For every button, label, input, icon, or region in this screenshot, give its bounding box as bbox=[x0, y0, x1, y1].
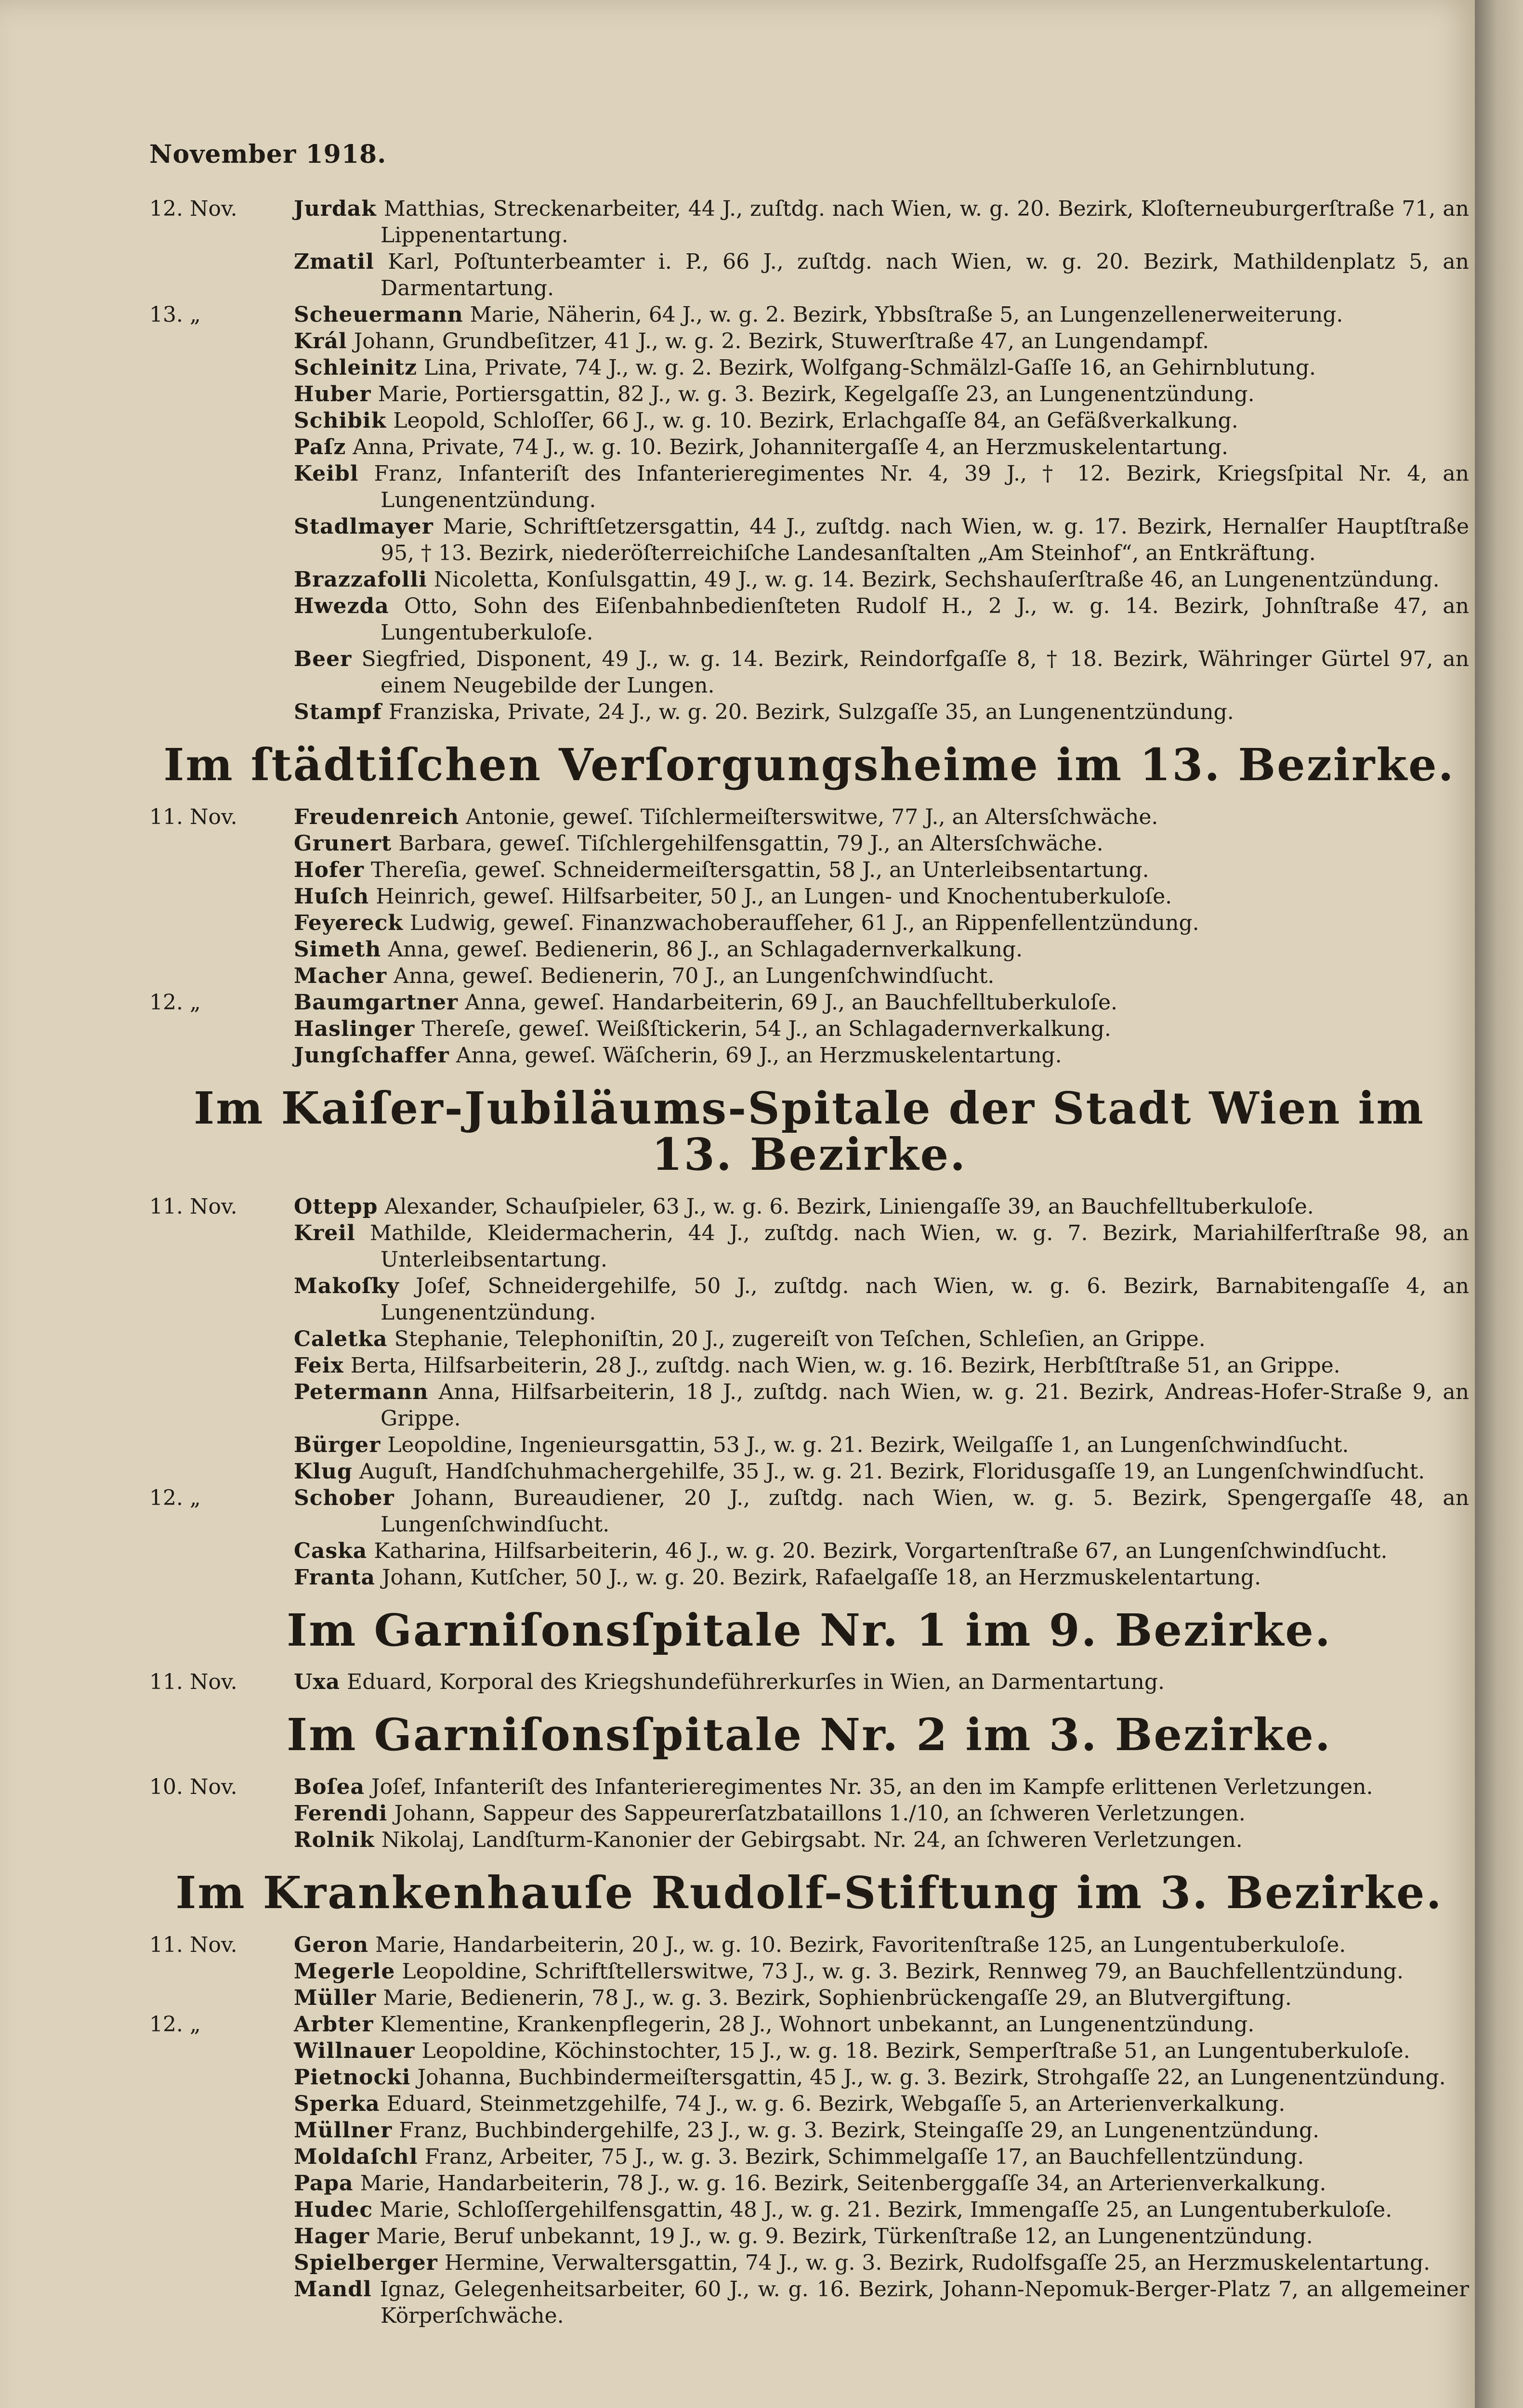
entry-text: Anna, geweſ. Handarbeiterin, 69 J., an Bauchfelltuberkuloſe. bbox=[465, 990, 1118, 1015]
register-entry bbox=[149, 2117, 1469, 2144]
entry-date: 12. „ bbox=[149, 990, 201, 1015]
entry-surname: Haslinger bbox=[294, 1016, 415, 1041]
entry-body bbox=[294, 2223, 1469, 2250]
entry-text: Lina, Private, 74 J., w. g. 2. Bezirk, Wolfgang-Schmälzl-Gaſſe 16, an Gehirnblutung. bbox=[424, 355, 1316, 380]
entry-text: Mathilde, Kleidermacherin, 44 J., zuſtdg. nach Wien, w. g. 7. Bezirk, Mariahilferſtraße 98, an Unterleibsentartung. bbox=[370, 1220, 1469, 1272]
register-entry bbox=[149, 883, 1469, 910]
entry-body bbox=[294, 2250, 1469, 2276]
entry-body bbox=[294, 1379, 1469, 1432]
entry-surname: Makoſky bbox=[294, 1273, 400, 1298]
entry-text: Marie, Näherin, 64 J., w. g. 2. Bezirk, Ybbsſtraße 5, an Lungenzellenerweiterung. bbox=[470, 302, 1343, 327]
entry-text: Barbara, geweſ. Tiſchlergehilfensgattin, 79 J., an Altersſchwäche. bbox=[398, 831, 1103, 856]
entry-surname: Moldaſchl bbox=[294, 2144, 418, 2169]
entry-body bbox=[294, 1958, 1469, 1985]
page-header: November 1918. bbox=[149, 140, 387, 169]
entry-text: Marie, Handarbeiterin, 20 J., w. g. 10. Bezirk, Favoritenſtraße 125, an Lungentuberkuloſe. bbox=[375, 1932, 1346, 1957]
entry-body bbox=[294, 963, 1469, 989]
entry-surname: Megerle bbox=[294, 1959, 395, 1984]
entry-text: Eduard, Korporal des Kriegshundeführerkurſes in Wien, an Darmentartung. bbox=[347, 1670, 1165, 1695]
section-title: Im Garniſonsſpitale Nr. 1 im 9. Bezirke. bbox=[287, 1604, 1332, 1656]
register-entry bbox=[149, 1016, 1469, 1042]
entry-surname: Scheuermann bbox=[294, 302, 463, 327]
register-entry bbox=[149, 1827, 1469, 1853]
entry-body bbox=[294, 513, 1469, 566]
entry-text: Franz, Buchbindergehilfe, 23 J., w. g. 3. Bezirk, Steingaſſe 29, an Lungenentzündung. bbox=[399, 2118, 1320, 2143]
entry-body bbox=[294, 989, 1469, 1016]
entry-text: Klementine, Krankenpflegerin, 28 J., Wohnort unbekannt, an Lungenentzündung. bbox=[380, 2012, 1255, 2037]
entry-surname: Feix bbox=[294, 1353, 344, 1378]
entry-body bbox=[294, 1669, 1469, 1695]
entry-body bbox=[294, 1538, 1469, 1564]
entry-surname: Caska bbox=[294, 1538, 368, 1563]
register-entry bbox=[149, 2011, 1469, 2038]
entry-body bbox=[294, 196, 1469, 249]
entry-text: Marie, Portiersgattin, 82 J., w. g. 3. Bezirk, Kegelgaſſe 23, an Lungenentzündung. bbox=[378, 382, 1255, 406]
register-entry bbox=[149, 1932, 1469, 1958]
entry-surname: Keibl bbox=[294, 461, 359, 486]
register-section bbox=[149, 739, 1469, 1069]
entry-body bbox=[294, 566, 1469, 593]
entry-body bbox=[294, 1774, 1469, 1800]
entry-surname: Hager bbox=[294, 2224, 370, 2249]
entry-body bbox=[294, 646, 1469, 699]
register-entry bbox=[149, 566, 1469, 593]
entry-text: Antonie, geweſ. Tiſchlermeiſterswitwe, 77 J., an Altersſchwäche. bbox=[466, 804, 1158, 829]
register-entry bbox=[149, 2091, 1469, 2117]
entry-surname: Klug bbox=[294, 1459, 353, 1484]
entry-text: Johann, Grundbeſitzer, 41 J., w. g. 2. Bezirk, Stuwerſtraße 47, an Lungendampf. bbox=[354, 329, 1209, 353]
entry-text: Johanna, Buchbindermeiſtersgattin, 45 J., w. g. 3. Bezirk, Strohgaſſe 22, an Lungenentzündung. bbox=[417, 2065, 1446, 2090]
entry-text: Marie, Schriftſetzersgattin, 44 J., zuſtdg. nach Wien, w. g. 17. Bezirk, Hernalſer Hauptſtraße 95, † 13. Bezirk, niederöſterreichiſche Landesanſtalten „Am Steinhof“, an Entkräftung. bbox=[381, 514, 1469, 565]
entry-text: Ludwig, geweſ. Finanzwachoberaufſeher, 61 J., an Rippenfellentzündung. bbox=[409, 910, 1199, 935]
entry-date: 12. „ bbox=[149, 1485, 201, 1510]
register-entry bbox=[149, 2197, 1469, 2223]
entry-date: 10. Nov. bbox=[149, 1774, 237, 1799]
section-title: Im Kaiſer-Jubiläums-Spitale der Stadt Wien im 13. Bezirke. bbox=[194, 1082, 1425, 1181]
entry-body bbox=[294, 381, 1469, 407]
entry-date: 11. Nov. bbox=[149, 804, 237, 829]
entry-body bbox=[294, 434, 1469, 460]
entry-surname: Brazzafolli bbox=[294, 567, 427, 592]
register-entry bbox=[149, 196, 1469, 249]
entry-text: Karl, Poſtunterbeamter i. P., 66 J., zuſtdg. nach Wien, w. g. 20. Bezirk, Mathildenplatz 5, an Darmentartung. bbox=[381, 249, 1469, 301]
entry-text: Berta, Hilfsarbeiterin, 28 J., zuſtdg. nach Wien, w. g. 16. Bezirk, Herbſtſtraße 51, an Grippe. bbox=[350, 1353, 1340, 1378]
entry-body bbox=[294, 699, 1469, 725]
register-entry bbox=[149, 1220, 1469, 1273]
entry-surname: Papa bbox=[294, 2171, 354, 2196]
register-section bbox=[149, 1866, 1469, 2329]
register-entry bbox=[149, 1042, 1469, 1069]
register-entry bbox=[149, 1458, 1469, 1485]
register-entry bbox=[149, 2064, 1469, 2091]
register-entry bbox=[149, 2144, 1469, 2170]
entry-surname: Geron bbox=[294, 1932, 369, 1957]
page-content bbox=[149, 140, 1469, 2329]
entry-body bbox=[294, 804, 1469, 830]
entry-surname: Schleinitz bbox=[294, 355, 417, 380]
entry-surname: Boſea bbox=[294, 1774, 365, 1799]
entry-text: Marie, Beruf unbekannt, 19 J., w. g. 9. Bezirk, Türkenſtraße 12, an Lungenentzündung. bbox=[376, 2224, 1313, 2249]
register-entry bbox=[149, 857, 1469, 883]
entry-surname: Mandl bbox=[294, 2277, 372, 2302]
entry-date: 11. Nov. bbox=[149, 1670, 237, 1695]
entry-surname: Müller bbox=[294, 1985, 377, 2010]
entry-text: Thereſia, geweſ. Schneidermeiſtersgattin, 58 J., an Unterleibsentartung. bbox=[371, 857, 1149, 882]
entry-surname: Franta bbox=[294, 1565, 375, 1590]
register-entry bbox=[149, 407, 1469, 434]
entry-text: Ignaz, Gelegenheitsarbeiter, 60 J., w. g. 16. Bezirk, Johann-Nepomuk-Berger-Platz 7, an allgemeiner Körperſchwäche. bbox=[380, 2277, 1469, 2328]
register-entry bbox=[149, 2170, 1469, 2197]
register-section bbox=[149, 1082, 1469, 1591]
register-entry bbox=[149, 2223, 1469, 2250]
entry-text: Anna, Hilfsarbeiterin, 18 J., zuſtdg. nach Wien, w. g. 21. Bezirk, Andreas-Hofer-Straße 9, an Grippe. bbox=[381, 1379, 1469, 1431]
entry-text: Matthias, Streckenarbeiter, 44 J., zuſtdg. nach Wien, w. g. 20. Bezirk, Kloſterneuburgerſtraße 71, an Lippenentartung. bbox=[381, 196, 1469, 248]
entry-text: Stephanie, Telephoniſtin, 20 J., zugereiſt von Teſchen, Schleſien, an Grippe. bbox=[394, 1326, 1206, 1351]
entry-surname: Ferendi bbox=[294, 1801, 388, 1826]
register-entry bbox=[149, 460, 1469, 513]
entry-body bbox=[294, 1193, 1469, 1220]
register-entry bbox=[149, 513, 1469, 566]
entry-surname: Arbter bbox=[294, 2012, 374, 2037]
register-entry bbox=[149, 910, 1469, 936]
entry-body bbox=[294, 354, 1469, 381]
register-entry bbox=[149, 1379, 1469, 1432]
entry-surname: Huſch bbox=[294, 884, 369, 909]
register-section bbox=[149, 1604, 1469, 1696]
entry-text: Franziska, Private, 24 J., w. g. 20. Bezirk, Sulzgaſſe 35, an Lungenentzündung. bbox=[388, 700, 1234, 724]
register-entry bbox=[149, 1352, 1469, 1379]
register-entry bbox=[149, 1800, 1469, 1827]
entry-text: Marie, Bedienerin, 78 J., w. g. 3. Bezirk, Sophienbrückengaſſe 29, an Blutvergiftung. bbox=[383, 1985, 1292, 2010]
entry-text: Johann, Bureaudiener, 20 J., zuſtdg. nach Wien, w. g. 5. Bezirk, Spengergaſſe 48, an Lungenſchwindſucht. bbox=[381, 1485, 1469, 1537]
entry-body bbox=[294, 2038, 1469, 2064]
entry-body bbox=[294, 1800, 1469, 1827]
entry-body bbox=[294, 1326, 1469, 1352]
section-title: Im ſtädtiſchen Verſorgungsheime im 13. Bezirke. bbox=[163, 739, 1455, 791]
entry-surname: Schober bbox=[294, 1485, 394, 1510]
register-entry bbox=[149, 2038, 1469, 2064]
entry-surname: Grunert bbox=[294, 831, 392, 856]
entry-body bbox=[294, 857, 1469, 883]
entry-surname: Hofer bbox=[294, 857, 365, 882]
register-entry bbox=[149, 804, 1469, 830]
entry-body bbox=[294, 1432, 1469, 1458]
register-entry bbox=[149, 1564, 1469, 1591]
entry-body bbox=[294, 407, 1469, 434]
entry-body bbox=[294, 1273, 1469, 1326]
entry-text: Katharina, Hilfsarbeiterin, 46 J., w. g. 20. Bezirk, Vorgartenſtraße 67, an Lungenſchwindſucht. bbox=[374, 1538, 1388, 1563]
entry-body bbox=[294, 2064, 1469, 2091]
entry-text: Anna, geweſ. Wäſcherin, 69 J., an Herzmuskelentartung. bbox=[456, 1043, 1062, 1068]
entry-surname: Macher bbox=[294, 963, 387, 988]
entry-surname: Král bbox=[294, 329, 347, 353]
entry-surname: Sperka bbox=[294, 2091, 380, 2116]
entry-body bbox=[294, 2117, 1469, 2144]
register-entry bbox=[149, 1958, 1469, 1985]
register-entry bbox=[149, 830, 1469, 857]
entry-surname: Schibik bbox=[294, 408, 387, 433]
entry-text: Marie, Schloſſergehilfensgattin, 48 J., w. g. 21. Bezirk, Immengaſſe 25, an Lungentuberkuloſe. bbox=[380, 2197, 1392, 2222]
entry-text: Anna, Private, 74 J., w. g. 10. Bezirk, Johannitergaſſe 4, an Herzmuskelentartung. bbox=[353, 435, 1229, 459]
register-section bbox=[149, 196, 1469, 725]
entry-body bbox=[294, 1564, 1469, 1591]
register-entry bbox=[149, 989, 1469, 1016]
entry-surname: Spielberger bbox=[294, 2250, 438, 2275]
register-entry bbox=[149, 328, 1469, 354]
entry-body bbox=[294, 2091, 1469, 2117]
entry-date: 12. Nov. bbox=[149, 196, 237, 221]
register-entry bbox=[149, 699, 1469, 725]
entry-surname: Petermann bbox=[294, 1379, 429, 1404]
entry-body bbox=[294, 1458, 1469, 1485]
entry-surname: Stampf bbox=[294, 700, 382, 724]
register-entry bbox=[149, 593, 1469, 646]
entry-text: Nicoletta, Konſulsgattin, 49 J., w. g. 14. Bezirk, Sechshauſerſtraße 46, an Lungenentzündung. bbox=[433, 567, 1440, 592]
entry-text: Johann, Kutſcher, 50 J., w. g. 20. Bezirk, Rafaelgaſſe 18, an Herzmuskelentartung. bbox=[381, 1565, 1261, 1590]
entry-text: Leopold, Schloſſer, 66 J., w. g. 10. Bezirk, Erlachgaſſe 84, an Gefäßverkalkung. bbox=[393, 408, 1238, 433]
entry-body bbox=[294, 830, 1469, 857]
entry-surname: Feyereck bbox=[294, 910, 403, 935]
entry-date: 13. „ bbox=[149, 302, 201, 327]
register-entry bbox=[149, 2276, 1469, 2329]
entry-text: Thereſe, geweſ. Weißſtickerin, 54 J., an Schlagadernverkalkung. bbox=[421, 1016, 1111, 1041]
entry-text: Joſef, Infanteriſt des Infanterieregimentes Nr. 35, an den im Kampfe erlittenen Verletzungen. bbox=[371, 1774, 1373, 1799]
entry-text: Eduard, Steinmetzgehilfe, 74 J., w. g. 6. Bezirk, Webgaſſe 5, an Arterienverkalkung. bbox=[386, 2091, 1286, 2116]
entry-surname: Pietnocki bbox=[294, 2065, 411, 2090]
entry-surname: Baumgartner bbox=[294, 990, 459, 1015]
entry-body bbox=[294, 2197, 1469, 2223]
register-entry bbox=[149, 646, 1469, 699]
register-entry bbox=[149, 1774, 1469, 1800]
entry-surname: Rolnik bbox=[294, 1827, 375, 1852]
register-entry bbox=[149, 963, 1469, 989]
entry-body bbox=[294, 883, 1469, 910]
entry-text: Franz, Arbeiter, 75 J., w. g. 3. Bezirk, Schimmelgaſſe 17, an Bauchfellentzündung. bbox=[424, 2144, 1304, 2169]
entry-text: Leopoldine, Ingenieursgattin, 53 J., w. g. 21. Bezirk, Weilgaſſe 1, an Lungenſchwindſucht. bbox=[387, 1432, 1349, 1457]
register-entry bbox=[149, 1193, 1469, 1220]
register-entry bbox=[149, 1669, 1469, 1695]
entry-date: 12. „ bbox=[149, 2012, 201, 2037]
entry-surname: Simeth bbox=[294, 937, 381, 962]
register-entry bbox=[149, 2250, 1469, 2276]
entry-text: Franz, Infanteriſt des Infanterieregimentes Nr. 4, 39 J., † 12. Bezirk, Kriegsſpital Nr. 4, an Lungenentzündung. bbox=[374, 461, 1469, 512]
entry-body bbox=[294, 2170, 1469, 2197]
entry-text: Johann, Sappeur des Sappeurerſatzbataillons 1./10, an ſchweren Verletzungen. bbox=[394, 1801, 1246, 1826]
entry-body bbox=[294, 301, 1469, 328]
death-register bbox=[149, 196, 1469, 2329]
entry-body bbox=[294, 910, 1469, 936]
entry-body bbox=[294, 2011, 1469, 2038]
entry-body bbox=[294, 1016, 1469, 1042]
entry-body bbox=[294, 2144, 1469, 2170]
entry-body bbox=[294, 1485, 1469, 1538]
register-entry bbox=[149, 249, 1469, 301]
entry-text: Leopoldine, Köchinstochter, 15 J., w. g. 18. Bezirk, Semperſtraße 51, an Lungentuberkuloſe. bbox=[421, 2038, 1410, 2063]
entry-surname: Huber bbox=[294, 382, 371, 406]
entry-text: Anna, geweſ. Bedienerin, 86 J., an Schlagadernverkalkung. bbox=[388, 937, 1023, 962]
entry-surname: Freudenreich bbox=[294, 804, 460, 829]
entry-body bbox=[294, 1932, 1469, 1958]
section-title: Im Krankenhauſe Rudolf-Stiftung im 3. Bezirke. bbox=[175, 1866, 1443, 1919]
entry-body bbox=[294, 1220, 1469, 1273]
entry-text: Anna, geweſ. Bedienerin, 70 J., an Lungenſchwindſucht. bbox=[394, 963, 995, 988]
entry-body bbox=[294, 1042, 1469, 1069]
entry-surname: Ottepp bbox=[294, 1194, 378, 1219]
entry-body bbox=[294, 460, 1469, 513]
entry-surname: Caletka bbox=[294, 1326, 388, 1351]
entry-surname: Zmatil bbox=[294, 249, 374, 274]
register-entry bbox=[149, 434, 1469, 460]
entry-body bbox=[294, 593, 1469, 646]
entry-text: Heinrich, geweſ. Hilfsarbeiter, 50 J., an Lungen- und Knochentuberkuloſe. bbox=[376, 884, 1172, 909]
entry-date: 11. Nov. bbox=[149, 1932, 237, 1957]
entry-surname: Beer bbox=[294, 647, 352, 671]
entry-surname: Willnauer bbox=[294, 2038, 415, 2063]
entry-text: Nikolaj, Landſturm-Kanonier der Gebirgsabt. Nr. 24, an ſchweren Verletzungen. bbox=[381, 1827, 1243, 1852]
register-section bbox=[149, 1709, 1469, 1853]
entry-text: Marie, Handarbeiterin, 78 J., w. g. 16. Bezirk, Seitenberggaſſe 34, an Arterienverkalkung. bbox=[360, 2171, 1326, 2196]
entry-body bbox=[294, 328, 1469, 354]
entry-text: Siegfried, Disponent, 49 J., w. g. 14. Bezirk, Reindorfgaſſe 8, † 18. Bezirk, Währinger Gürtel 97, an einem Neugebilde der Lungen. bbox=[361, 647, 1469, 698]
entry-surname: Bürger bbox=[294, 1432, 381, 1457]
entry-surname: Kreil bbox=[294, 1220, 355, 1245]
register-entry bbox=[149, 381, 1469, 407]
entry-text: Auguſt, Handſchuhmachergehilfe, 35 J., w. g. 21. Bezirk, Floridusgaſſe 19, an Lungenſchwindſucht. bbox=[359, 1459, 1425, 1484]
entry-date: 11. Nov. bbox=[149, 1194, 237, 1219]
register-entry bbox=[149, 301, 1469, 328]
entry-body bbox=[294, 1827, 1469, 1853]
entry-text: Otto, Sohn des Eiſenbahnbedienſteten Rudolf H., 2 J., w. g. 14. Bezirk, Johnſtraße 47, an Lungentuberkuloſe. bbox=[381, 594, 1469, 645]
entry-body bbox=[294, 2276, 1469, 2329]
entry-body bbox=[294, 1985, 1469, 2011]
entry-body bbox=[294, 1352, 1469, 1379]
register-entry bbox=[149, 1985, 1469, 2011]
entry-text: Alexander, Schauſpieler, 63 J., w. g. 6. Bezirk, Liniengaſſe 39, an Bauchfelltuberkuloſe. bbox=[384, 1194, 1314, 1219]
entry-text: Leopoldine, Schriftſtellerswitwe, 73 J., w. g. 3. Bezirk, Rennweg 79, an Bauchfellentzündung. bbox=[402, 1959, 1404, 1984]
entry-text: Hermine, Verwaltersgattin, 74 J., w. g. 3. Bezirk, Rudolfsgaſſe 25, an Herzmuskelentartung. bbox=[444, 2250, 1431, 2275]
register-entry bbox=[149, 1485, 1469, 1538]
register-entry bbox=[149, 1273, 1469, 1326]
entry-surname: Stadlmayer bbox=[294, 514, 433, 539]
entry-surname: Müllner bbox=[294, 2118, 393, 2143]
entry-surname: Jurdak bbox=[294, 196, 377, 221]
entry-surname: Hudec bbox=[294, 2197, 373, 2222]
entry-body bbox=[294, 249, 1469, 301]
entry-surname: Paſz bbox=[294, 435, 346, 459]
entry-text: Joſef, Schneidergehilfe, 50 J., zuſtdg. nach Wien, w. g. 6. Bezirk, Barnabitengaſſe 4, an Lungenentzündung. bbox=[381, 1273, 1469, 1325]
register-entry bbox=[149, 936, 1469, 963]
register-entry bbox=[149, 354, 1469, 381]
register-entry bbox=[149, 1538, 1469, 1564]
entry-surname: Jungſchaffer bbox=[294, 1043, 449, 1068]
register-entry bbox=[149, 1326, 1469, 1352]
register-entry bbox=[149, 1432, 1469, 1458]
entry-surname: Hwezda bbox=[294, 594, 389, 618]
entry-body bbox=[294, 936, 1469, 963]
adjacent-page-edge bbox=[1475, 0, 1523, 2408]
section-title: Im Garniſonsſpitale Nr. 2 im 3. Bezirke. bbox=[287, 1709, 1332, 1761]
entry-surname: Uxa bbox=[294, 1670, 341, 1695]
